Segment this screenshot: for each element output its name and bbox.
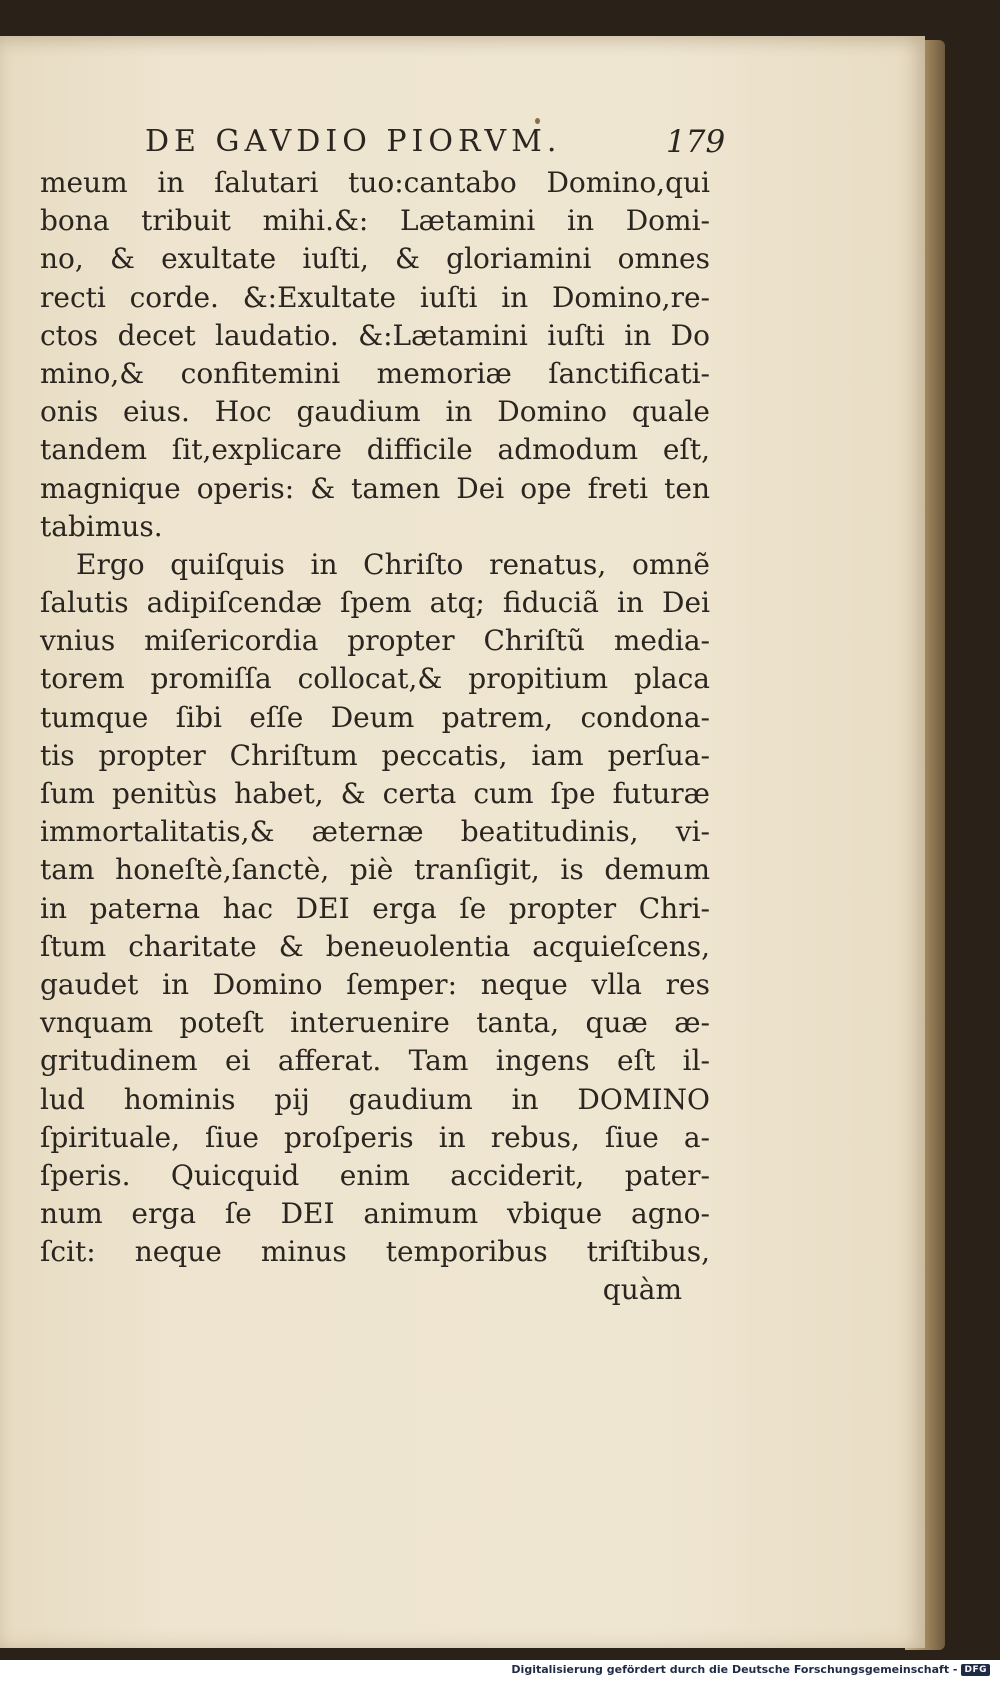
text-line: ſtum charitate & beneuolentia acquieſcens, [40, 929, 710, 963]
text-line: in paterna hac DEI erga ſe propter Chri- [40, 891, 710, 925]
text-line: mino,& confitemini memoriæ ſanctificati- [40, 356, 710, 390]
text-line: magnique operis: & tamen Dei ope freti ten [40, 471, 710, 505]
text-line: gritudinem ei afferat. Tam ingens eſt il- [40, 1044, 710, 1078]
text-line: vnius miſericordia propter Chriſtũ media- [40, 624, 710, 658]
body-text [40, 164, 710, 1310]
text-line: tandem ſit,explicare difficile admodum eſt, [40, 433, 710, 467]
text-line: meum in ſalutari tuo:cantabo Domino,qui [40, 166, 710, 199]
digitization-credit [511, 1663, 990, 1676]
text-line: ſpirituale, ſiue proſperis in rebus, ſiue a- [40, 1120, 710, 1154]
text-line: ſum penitùs habet, & certa cum ſpe futuræ [40, 777, 710, 810]
text-line: onis eius. Hoc gaudium in Domino quale [40, 395, 710, 429]
page-number: 179 [666, 124, 726, 160]
text-line: ſperis. Quicquid enim acciderit, pater- [40, 1158, 710, 1192]
text-line: torem promiſſa collocat,& propitium placa [40, 662, 710, 696]
text-line: tabimus. [40, 509, 163, 543]
text-line: num erga ſe DEI animum vbique agno- [40, 1197, 710, 1231]
running-title: DE GAVDIO PIORVM. [145, 124, 562, 159]
text-line: no, & exultate iuſti, & gloriamini omnes [40, 242, 710, 276]
text-line: vnquam poteſt interuenire tanta, quæ æ- [40, 1006, 710, 1040]
text-line: gaudet in Domino ſemper: neque vlla res [40, 967, 710, 1001]
text-line: ctos decet laudatio. &:Lætamini iuſti in Do [40, 318, 710, 352]
text-line: Ergo quiſquis in Chriſto renatus, omnẽ [76, 547, 710, 581]
text-line: bona tribuit mihi.&: Lætamini in Domi- [40, 204, 710, 238]
dfg-logo-icon: DFG [961, 1664, 990, 1676]
text-line: ſalutis adipiſcendæ ſpem atq; fiduciã in Dei [40, 586, 710, 620]
credit-text: Digitalisierung gefördert durch die Deutsche Forschungsgemeinschaft - [511, 1663, 958, 1676]
text-line: recti corde. &:Exultate iuſti in Domino,re- [40, 280, 710, 314]
text-line: tis propter Chriſtum peccatis, iam perſua- [40, 738, 710, 772]
catchword: quàm [602, 1273, 682, 1307]
text-line: tam honeſtè,ſanctè, piè tranſigit, is demum [40, 853, 710, 887]
text-line: lud hominis pij gaudium in DOMINO [40, 1082, 710, 1116]
text-line: tumque ſibi eſſe Deum patrem, condona- [40, 700, 710, 734]
footer-bar [0, 1660, 1000, 1684]
text-line: ſcit: neque minus temporibus triſtibus, [40, 1235, 710, 1269]
text-line: immortalitatis,& æternæ beatitudinis, vi- [40, 815, 710, 849]
